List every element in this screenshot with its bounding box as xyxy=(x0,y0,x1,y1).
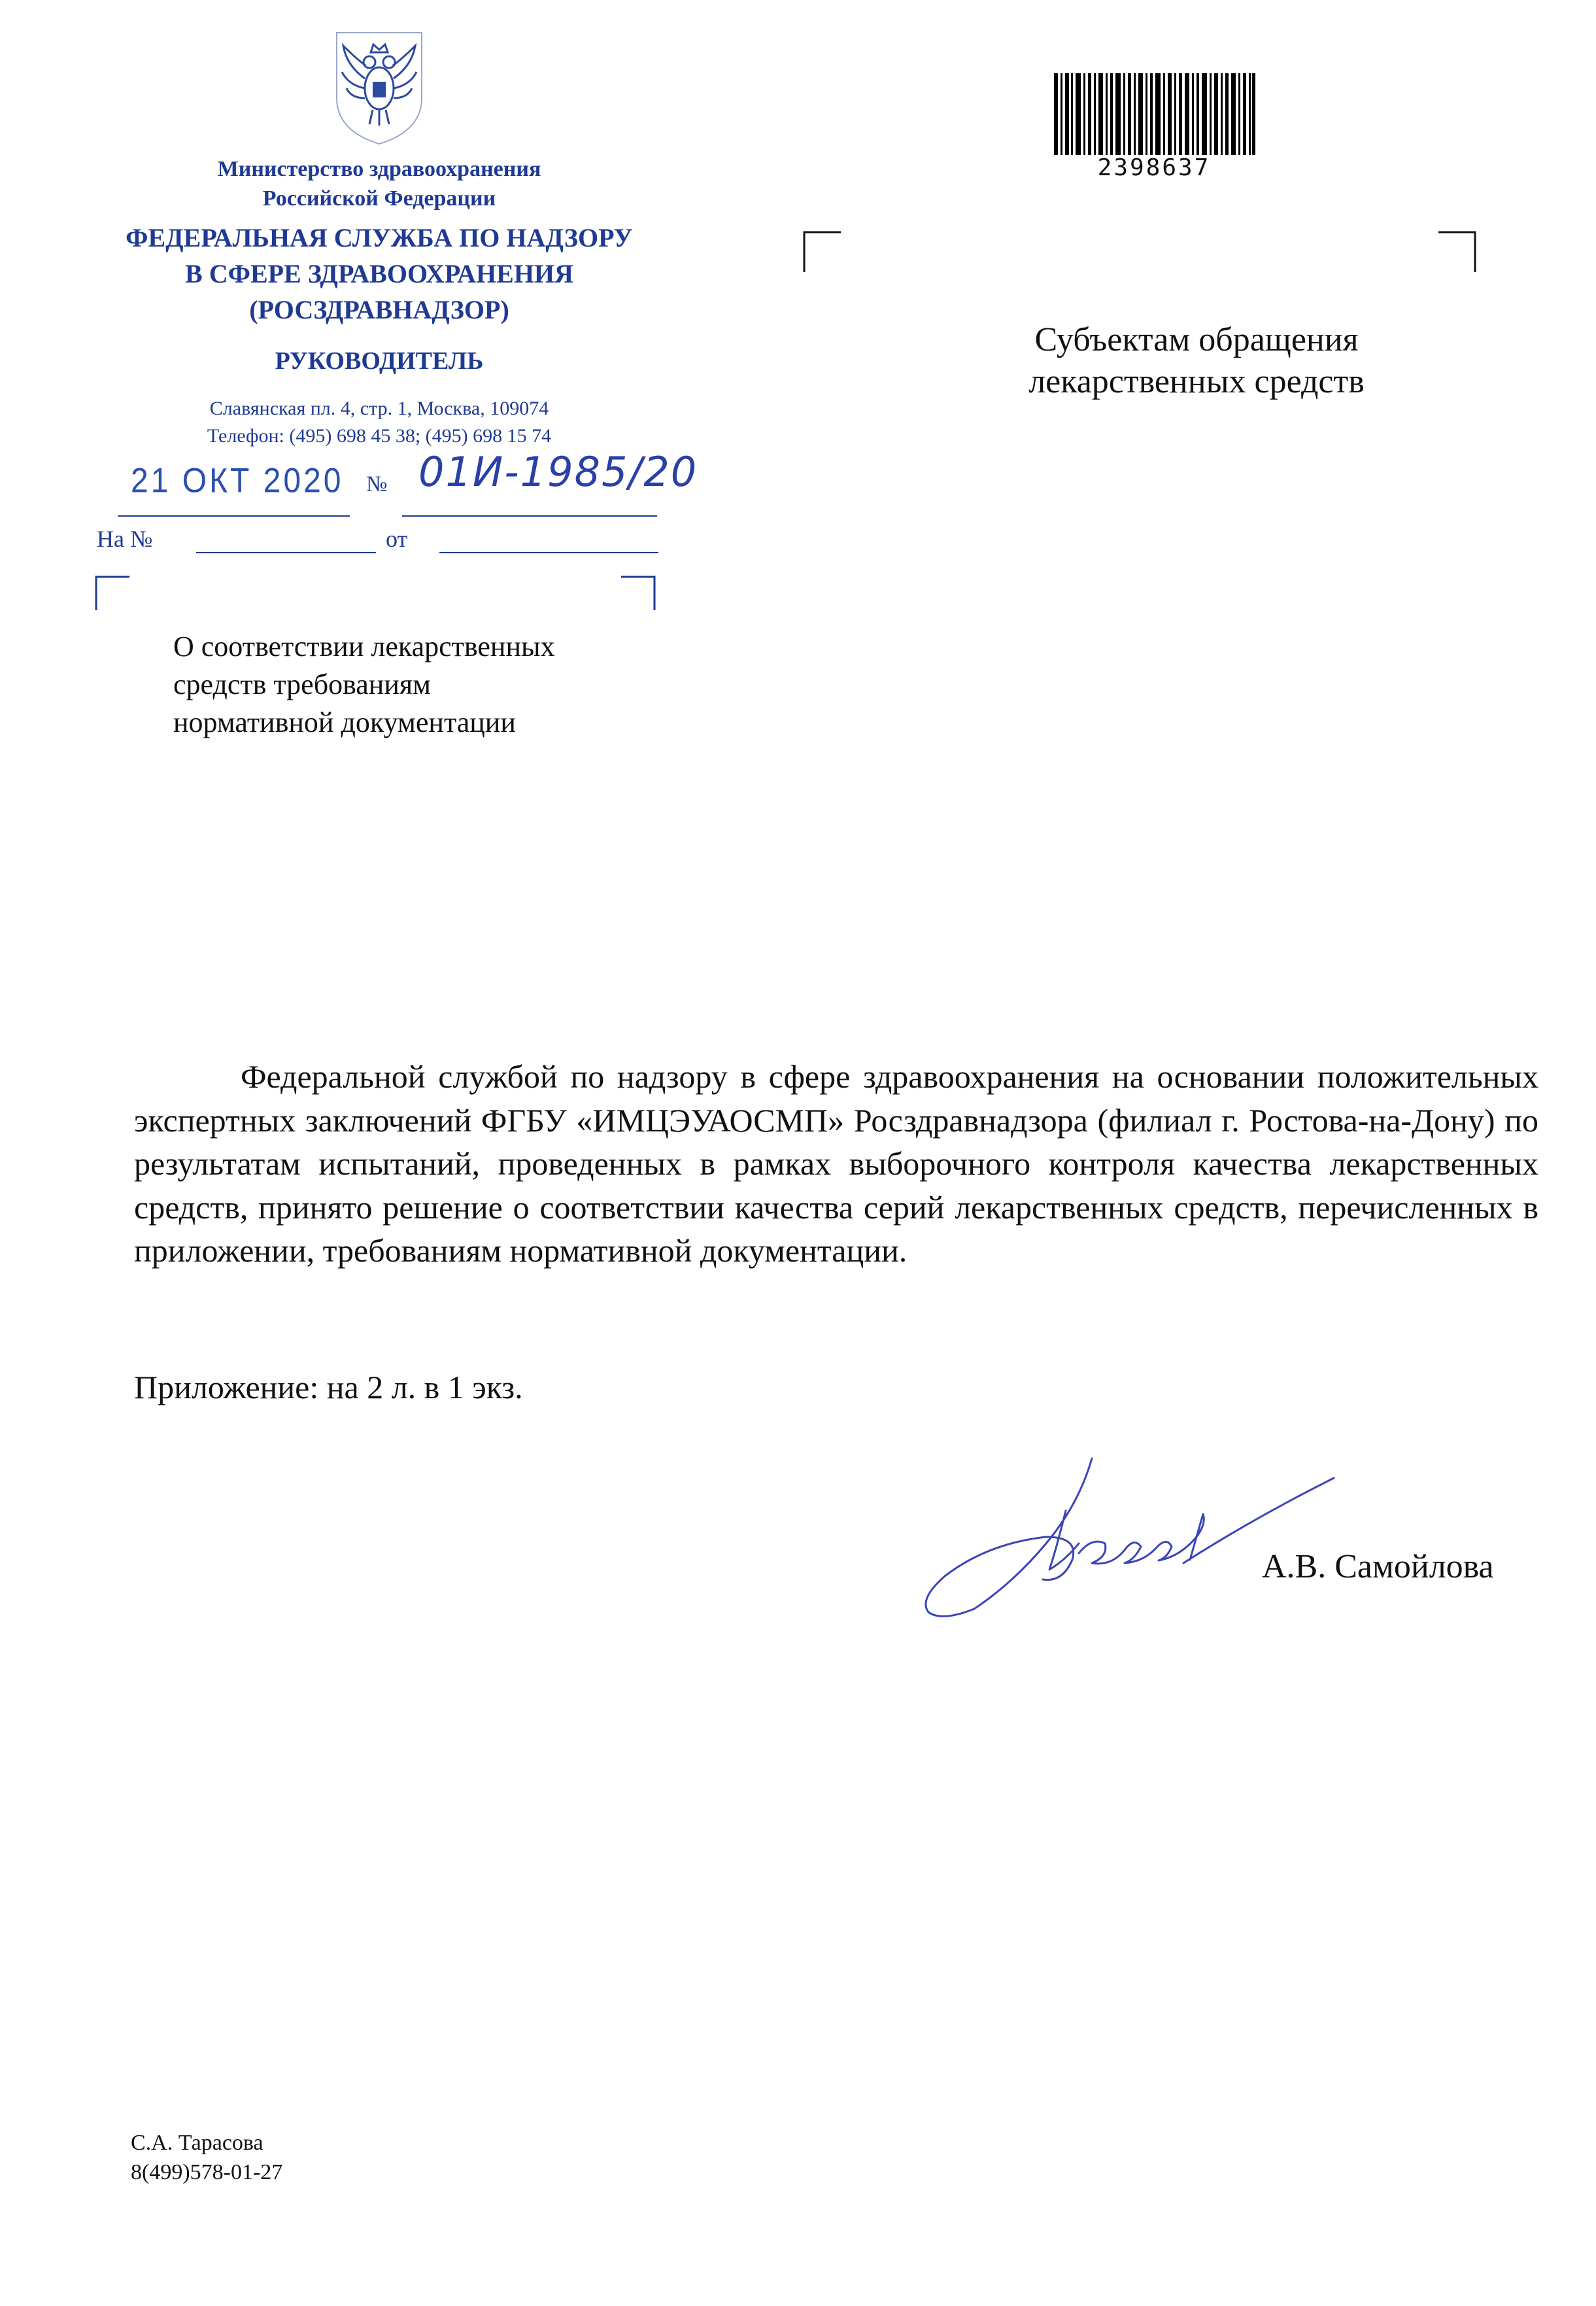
ministry-name-line1: Министерство здравоохранения xyxy=(217,157,541,181)
subject-line1: О соответствии лекарственных xyxy=(173,630,555,663)
addressee-block xyxy=(935,319,1458,403)
addressee-line1: Субъектам обращения xyxy=(1034,321,1359,358)
subject-line2: средств требованиям xyxy=(173,668,431,700)
service-address: Славянская пл. 4, стр. 1, Москва, 109074 xyxy=(209,398,549,419)
barcode-number: 2398637 xyxy=(1097,154,1211,181)
registration-number: 01И-1985/20 xyxy=(418,448,698,496)
addressee-corner-left xyxy=(803,231,842,273)
signer-name: А.В. Самойлова xyxy=(1262,1548,1494,1585)
service-name-line1: ФЕДЕРАЛЬНАЯ СЛУЖБА ПО НАДЗОРУ xyxy=(126,223,633,252)
service-phone: Телефон: (495) 698 45 38; (495) 698 15 74 xyxy=(207,425,552,447)
subject-corner-right xyxy=(620,576,656,611)
addressee-line2: лекарственных средств xyxy=(1028,363,1365,400)
reply-date-underline xyxy=(439,523,658,553)
handwritten-signature xyxy=(915,1445,1347,1635)
letter-subject xyxy=(173,628,555,742)
service-name-line2: В СФЕРЕ ЗДРАВООХРАНЕНИЯ xyxy=(185,259,573,288)
service-name-line3: (РОСЗДРАВНАДЗОР) xyxy=(249,295,509,324)
head-title: РУКОВОДИТЕЛЬ xyxy=(275,347,484,375)
letter-body: Федеральной службой по надзору в сфере здравоохранения на основании положительных экспертных заключений ФГБУ «ИМЦЭУАОСМП» Росздравнадзора (филиал г. Ростова-на-Дону) по результатам испытаний, проведенных в рамках выборочного контроля качества лекарственных средств, принято решение о соответствии качества серий лекарственных средств, перечисленных в приложении, требованиям нормативной документации. xyxy=(134,1058,1538,1269)
addressee-corner-right xyxy=(1437,231,1476,273)
reply-date-label: от xyxy=(386,526,408,552)
appendix-note: Приложение: на 2 л. в 1 экз. xyxy=(134,1369,523,1405)
russian-coat-of-arms-icon xyxy=(324,26,435,147)
subject-corner-left xyxy=(95,576,131,611)
registration-date-stamp: 21 ОКТ 2020 xyxy=(131,462,344,500)
ministry-name-line2: Российской Федерации xyxy=(262,186,496,211)
subject-line3: нормативной документации xyxy=(173,706,516,738)
executor-name: С.А. Тарасова xyxy=(131,2131,263,2155)
reply-number-underline xyxy=(196,523,376,553)
barcode-icon xyxy=(1054,73,1255,155)
number-label: № xyxy=(366,472,388,496)
reply-number-label: На № xyxy=(97,526,153,552)
executor-phone: 8(499)578-01-27 xyxy=(131,2160,283,2184)
